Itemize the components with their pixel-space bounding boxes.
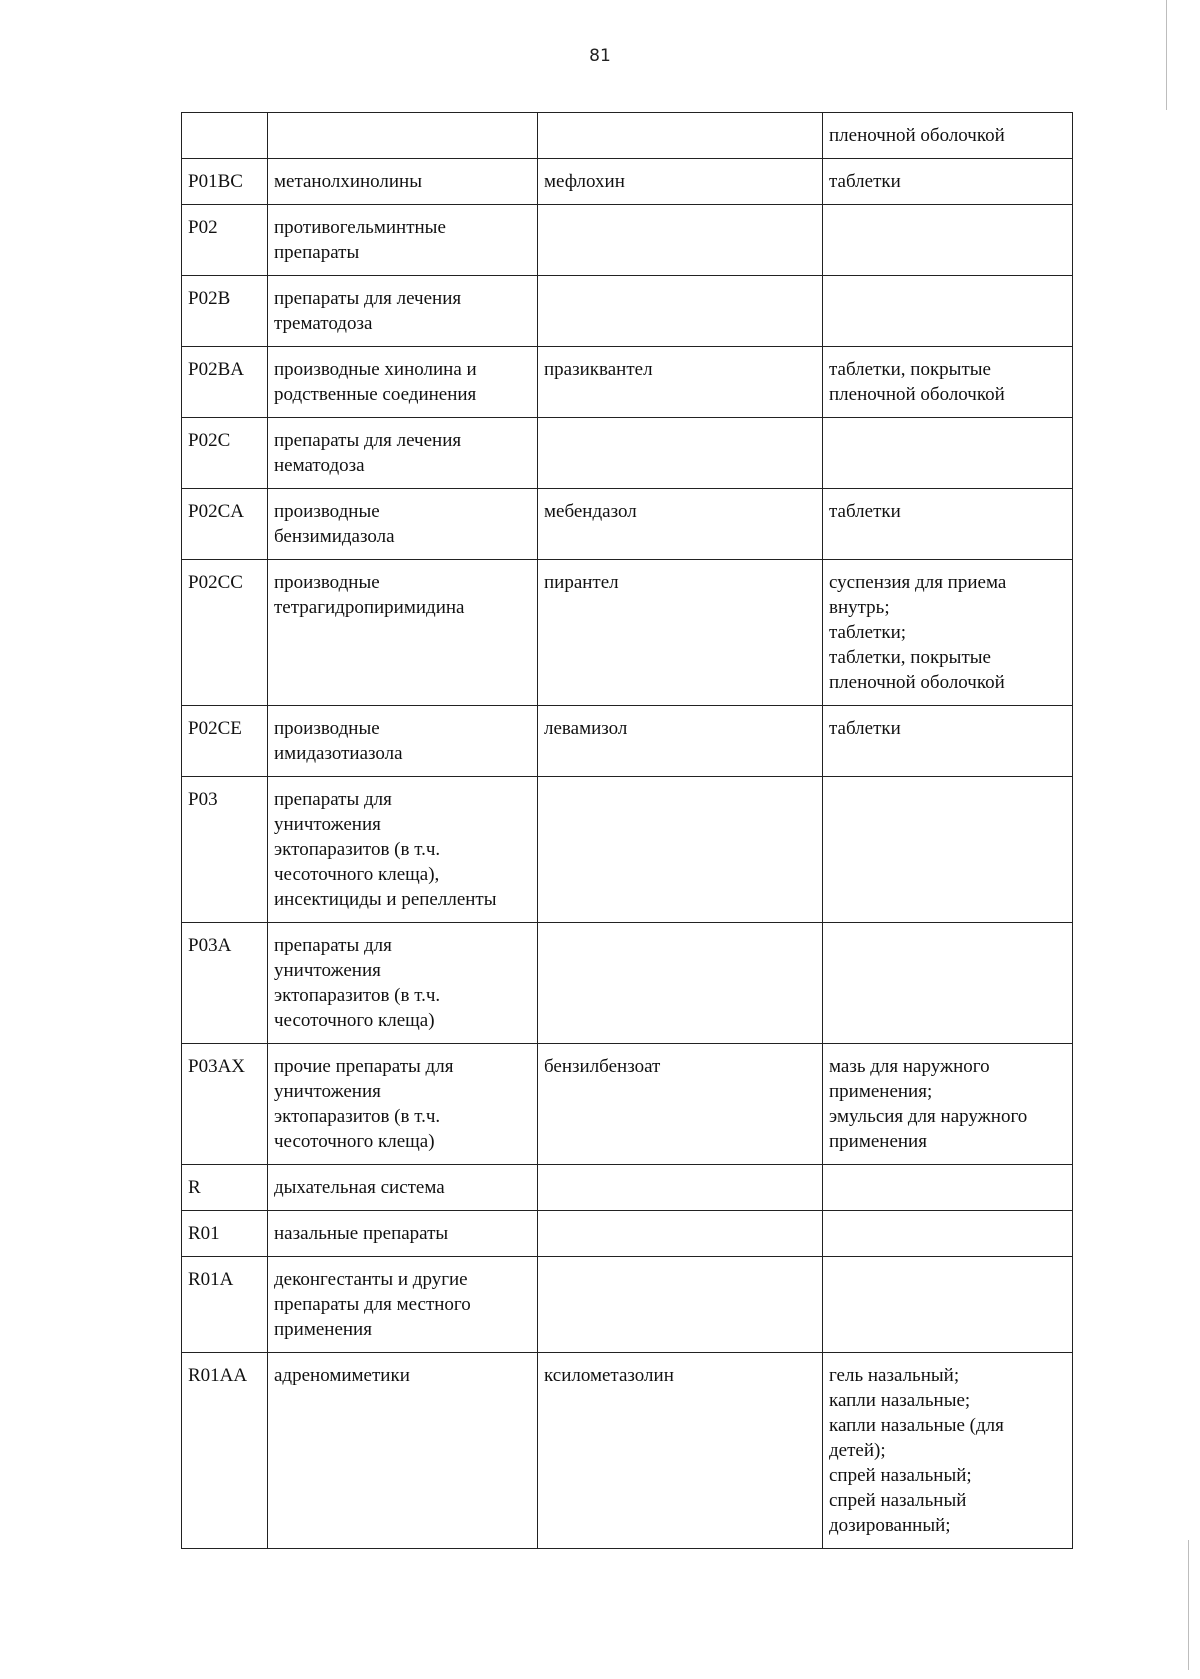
table-row xyxy=(182,205,1073,276)
substance-cell: левамизол xyxy=(538,706,823,777)
atc-code-cell: P03 xyxy=(182,777,268,923)
group-name-cell-line: тетрагидропиримидина xyxy=(274,597,465,618)
atc-code-cell: R xyxy=(182,1165,268,1211)
group-name-cell-line: препараты для местного xyxy=(274,1294,471,1315)
dosage-form-cell xyxy=(823,923,1073,1044)
substance-cell xyxy=(538,276,823,347)
group-name-cell-line: препараты для лечения xyxy=(274,430,462,451)
table-row xyxy=(182,1165,1073,1211)
dosage-form-cell-line: мазь для наружного xyxy=(829,1056,990,1077)
scan-edge-line xyxy=(1188,1540,1189,1670)
group-name-cell-line: деконгестанты и другие xyxy=(274,1269,468,1290)
group-name-cell xyxy=(268,706,538,777)
group-name-cell xyxy=(268,1165,538,1211)
group-name-cell-line: эктопаразитов (в т.ч. xyxy=(274,1106,441,1127)
dosage-form-cell-line: таблетки xyxy=(829,171,901,192)
group-name-cell xyxy=(268,777,538,923)
scan-edge-line xyxy=(1166,0,1167,110)
dosage-form-cell-line: дозированный; xyxy=(829,1515,951,1536)
group-name-cell-line: метанолхинолины xyxy=(274,171,422,192)
page-number: 81 xyxy=(589,46,611,66)
group-name-cell-line: производные хинолина и xyxy=(274,359,477,380)
dosage-form-cell xyxy=(823,1044,1073,1165)
group-name-cell-line: уничтожения xyxy=(274,960,381,981)
dosage-form-cell-line: таблетки xyxy=(829,501,901,522)
substance-cell xyxy=(538,418,823,489)
group-name-cell-line: дыхательная система xyxy=(274,1177,445,1198)
atc-code-cell: R01AA xyxy=(182,1353,268,1549)
group-name-cell-line: производные xyxy=(274,572,380,593)
dosage-form-cell-line: детей); xyxy=(829,1440,886,1461)
dosage-form-cell xyxy=(823,113,1073,159)
table-row xyxy=(182,706,1073,777)
dosage-form-cell-line: спрей назальный xyxy=(829,1490,967,1511)
table-row xyxy=(182,923,1073,1044)
atc-code-cell: P02CA xyxy=(182,489,268,560)
group-name-cell-line: имидазотиазола xyxy=(274,743,403,764)
group-name-cell xyxy=(268,276,538,347)
group-name-cell xyxy=(268,418,538,489)
group-name-cell xyxy=(268,923,538,1044)
substance-cell: мебендазол xyxy=(538,489,823,560)
group-name-cell xyxy=(268,489,538,560)
substance-cell xyxy=(538,777,823,923)
substance-cell xyxy=(538,923,823,1044)
dosage-form-cell xyxy=(823,1211,1073,1257)
dosage-form-cell xyxy=(823,205,1073,276)
group-name-cell-line: производные xyxy=(274,501,380,522)
dosage-form-cell-line: таблетки xyxy=(829,718,901,739)
group-name-cell-line: родственные соединения xyxy=(274,384,477,405)
dosage-form-cell-line: применения xyxy=(829,1131,927,1152)
substance-cell: бензилбензоат xyxy=(538,1044,823,1165)
group-name-cell-line: эктопаразитов (в т.ч. xyxy=(274,985,441,1006)
substance-cell xyxy=(538,205,823,276)
atc-code-cell: P02 xyxy=(182,205,268,276)
table-row xyxy=(182,159,1073,205)
substance-cell: мефлохин xyxy=(538,159,823,205)
atc-code-cell: P02CC xyxy=(182,560,268,706)
table-row xyxy=(182,1044,1073,1165)
atc-code-cell: P02B xyxy=(182,276,268,347)
group-name-cell-line: уничтожения xyxy=(274,814,381,835)
table-row xyxy=(182,1353,1073,1549)
dosage-form-cell-line: таблетки; xyxy=(829,622,907,643)
table-body xyxy=(182,113,1073,1549)
dosage-form-cell-line: таблетки, покрытые xyxy=(829,647,991,668)
atc-code-cell: P02CE xyxy=(182,706,268,777)
dosage-form-cell-line: применения; xyxy=(829,1081,933,1102)
dosage-form-cell xyxy=(823,1257,1073,1353)
group-name-cell-line: уничтожения xyxy=(274,1081,381,1102)
dosage-form-cell-line: капли назальные; xyxy=(829,1390,971,1411)
group-name-cell-line: трематодоза xyxy=(274,313,373,334)
group-name-cell-line: производные xyxy=(274,718,380,739)
dosage-form-cell-line: таблетки, покрытые xyxy=(829,359,991,380)
dosage-form-cell xyxy=(823,1353,1073,1549)
group-name-cell xyxy=(268,1353,538,1549)
group-name-cell-line: адреномиметики xyxy=(274,1365,410,1386)
substance-cell: пирантел xyxy=(538,560,823,706)
table-row xyxy=(182,113,1073,159)
table-row xyxy=(182,276,1073,347)
group-name-cell-line: препараты для xyxy=(274,935,392,956)
group-name-cell-line: прочие препараты для xyxy=(274,1056,454,1077)
dosage-form-cell-line: эмульсия для наружного xyxy=(829,1106,1028,1127)
atc-code-cell: P01BC xyxy=(182,159,268,205)
group-name-cell-line: инсектициды и репелленты xyxy=(274,889,497,910)
group-name-cell-line: чесоточного клеща), xyxy=(274,864,440,885)
dosage-form-cell xyxy=(823,418,1073,489)
table-row xyxy=(182,560,1073,706)
group-name-cell xyxy=(268,205,538,276)
atc-code-cell: P03A xyxy=(182,923,268,1044)
table-row xyxy=(182,1257,1073,1353)
table-row xyxy=(182,777,1073,923)
atc-code-cell xyxy=(182,113,268,159)
substance-cell xyxy=(538,1165,823,1211)
dosage-form-cell xyxy=(823,706,1073,777)
atc-code-cell: P03AX xyxy=(182,1044,268,1165)
group-name-cell-line: назальные препараты xyxy=(274,1223,449,1244)
substance-cell: ксилометазолин xyxy=(538,1353,823,1549)
drug-classification-table xyxy=(181,112,1073,1549)
dosage-form-cell-line: суспензия для приема xyxy=(829,572,1007,593)
group-name-cell-line: нематодоза xyxy=(274,455,365,476)
table-row xyxy=(182,1211,1073,1257)
dosage-form-cell xyxy=(823,276,1073,347)
dosage-form-cell-line: гель назальный; xyxy=(829,1365,960,1386)
group-name-cell-line: чесоточного клеща) xyxy=(274,1010,435,1031)
dosage-form-cell-line: спрей назальный; xyxy=(829,1465,972,1486)
group-name-cell-line: бензимидазола xyxy=(274,526,395,547)
group-name-cell xyxy=(268,347,538,418)
dosage-form-cell xyxy=(823,1165,1073,1211)
dosage-form-cell-line: внутрь; xyxy=(829,597,890,618)
group-name-cell xyxy=(268,560,538,706)
dosage-form-cell xyxy=(823,777,1073,923)
group-name-cell xyxy=(268,159,538,205)
table-row xyxy=(182,489,1073,560)
group-name-cell-line: препараты для xyxy=(274,789,392,810)
dosage-form-cell xyxy=(823,489,1073,560)
dosage-form-cell xyxy=(823,560,1073,706)
table-row xyxy=(182,347,1073,418)
dosage-form-cell-line: пленочной оболочкой xyxy=(829,384,1005,405)
group-name-cell-line: препараты для лечения xyxy=(274,288,462,309)
dosage-form-cell xyxy=(823,159,1073,205)
dosage-form-cell-line: капли назальные (для xyxy=(829,1415,1004,1436)
group-name-cell-line: препараты xyxy=(274,242,360,263)
table-row xyxy=(182,418,1073,489)
dosage-form-cell xyxy=(823,347,1073,418)
group-name-cell-line: применения xyxy=(274,1319,372,1340)
atc-code-cell: P02C xyxy=(182,418,268,489)
group-name-cell-line: эктопаразитов (в т.ч. xyxy=(274,839,441,860)
group-name-cell xyxy=(268,1257,538,1353)
group-name-cell-line: чесоточного клеща) xyxy=(274,1131,435,1152)
substance-cell xyxy=(538,1257,823,1353)
group-name-cell xyxy=(268,1211,538,1257)
group-name-cell xyxy=(268,113,538,159)
substance-cell: празиквантел xyxy=(538,347,823,418)
group-name-cell-line: противогельминтные xyxy=(274,217,446,238)
dosage-form-cell-line: пленочной оболочкой xyxy=(829,672,1005,693)
atc-code-cell: R01 xyxy=(182,1211,268,1257)
substance-cell xyxy=(538,113,823,159)
substance-cell xyxy=(538,1211,823,1257)
atc-code-cell: P02BA xyxy=(182,347,268,418)
dosage-form-cell-line: пленочной оболочкой xyxy=(829,125,1005,146)
group-name-cell xyxy=(268,1044,538,1165)
atc-code-cell: R01A xyxy=(182,1257,268,1353)
